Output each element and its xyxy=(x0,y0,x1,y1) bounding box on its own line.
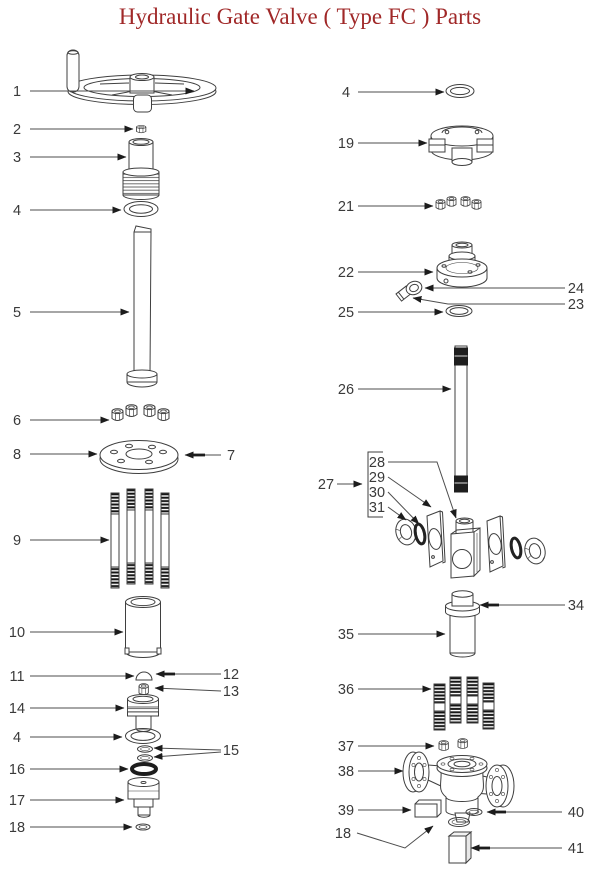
part-13-small-bushing-drawing xyxy=(139,684,148,695)
part-label-12: 12 xyxy=(222,667,240,683)
part-label-8: 8 xyxy=(12,447,22,463)
part-14-gland-assembly-drawing xyxy=(128,695,159,732)
page-title: Hydraulic Gate Valve ( Type FC ) Parts xyxy=(118,4,482,29)
part-label-40: 40 xyxy=(567,805,585,821)
part-4c-o-ring-drawing xyxy=(446,85,474,98)
part-label-38: 38 xyxy=(337,764,355,780)
part-29-seat-plate-drawing xyxy=(427,511,445,567)
part-label-10: 10 xyxy=(8,625,26,641)
part-label-21: 21 xyxy=(337,199,355,215)
part-label-18: 18 xyxy=(8,820,26,836)
leader-lines xyxy=(30,91,565,848)
part-label-13: 13 xyxy=(222,684,240,700)
part-label-39: 39 xyxy=(337,803,355,819)
part-label-35: 35 xyxy=(337,627,355,643)
part-label-2: 2 xyxy=(12,122,22,138)
part-label-41: 41 xyxy=(567,841,585,857)
part-label-29: 29 xyxy=(368,470,386,486)
part-28b-seat-plate-drawing xyxy=(487,516,505,572)
part-label-25: 25 xyxy=(337,305,355,321)
part-25-o-ring-drawing xyxy=(446,306,472,317)
part-label-34: 34 xyxy=(567,598,585,614)
part-label-4b: 4 xyxy=(12,730,22,746)
part-36-short-studs-drawing xyxy=(434,677,494,730)
part-2-small-nut-drawing xyxy=(137,125,146,132)
part-label-11: 11 xyxy=(9,669,25,685)
part-label-23: 23 xyxy=(567,297,585,313)
part-label-30: 30 xyxy=(368,485,386,501)
part-label-3: 3 xyxy=(12,150,22,166)
part-label-19: 19 xyxy=(337,136,355,152)
part-label-16: 16 xyxy=(8,762,26,778)
part-label-15: 15 xyxy=(222,743,240,759)
part-30-seal-ring-drawing xyxy=(414,523,427,544)
part-label-17: 17 xyxy=(8,793,26,809)
part-28-gate-block-drawing xyxy=(451,518,480,578)
part-41-seat-block-drawing xyxy=(449,832,471,863)
part-22-bearing-housing-drawing xyxy=(437,242,487,287)
part-label-4c: 4 xyxy=(341,85,351,101)
part-label-27: 27 xyxy=(317,477,335,493)
part-37-hex-nuts-drawing xyxy=(439,739,467,751)
part-label-22: 22 xyxy=(337,265,355,281)
part-label-4: 4 xyxy=(12,203,22,219)
part-label-36: 36 xyxy=(337,682,355,698)
part-9-studs-drawing xyxy=(111,489,169,588)
part-6-hex-nuts-drawing xyxy=(112,405,169,421)
part-label-24: 24 xyxy=(567,281,585,297)
part-11-dome-cap-drawing xyxy=(136,672,152,680)
part-1-handwheel-drawing xyxy=(67,50,216,112)
part-label-1: 1 xyxy=(12,84,22,100)
part-label-26: 26 xyxy=(337,382,355,398)
part-17-packing-assembly-drawing xyxy=(128,778,159,818)
part-3-stem-nut-drawing xyxy=(123,139,159,200)
part-label-31: 31 xyxy=(368,500,386,516)
part-10-cylinder-sleeve-drawing xyxy=(125,597,161,658)
part-19-split-clamp-drawing xyxy=(429,126,493,166)
part-5-protector-tube-drawing xyxy=(127,226,157,387)
part-16-backup-ring-drawing xyxy=(132,764,156,774)
part-26-threaded-stem-drawing xyxy=(455,346,468,492)
part-27-seal-ring-right-drawing xyxy=(510,537,523,558)
callout-labels xyxy=(9,84,584,857)
part-label-6: 6 xyxy=(12,413,22,429)
part-8-flange-drawing xyxy=(100,441,178,474)
part-39-guide-plate-drawing xyxy=(415,800,441,817)
part-label-37: 37 xyxy=(337,739,355,755)
part-24-grease-fitting-drawing xyxy=(396,279,424,301)
part-15-small-o-rings-drawing xyxy=(138,746,153,761)
part-label-9: 9 xyxy=(12,533,22,549)
part-label-5: 5 xyxy=(12,305,22,321)
part-18-small-o-ring-drawing xyxy=(136,824,150,830)
part-label-28: 28 xyxy=(368,455,386,471)
part-label-18b: 18 xyxy=(334,826,352,842)
part-label-14: 14 xyxy=(8,701,26,717)
part-label-7: 7 xyxy=(226,448,236,464)
part-35-bonnet-cylinder-drawing xyxy=(446,591,480,657)
part-21-hex-nuts-drawing xyxy=(436,197,481,210)
part-27-seat-ring-right-drawing xyxy=(522,536,548,566)
part-4-o-ring-drawing xyxy=(124,202,158,217)
